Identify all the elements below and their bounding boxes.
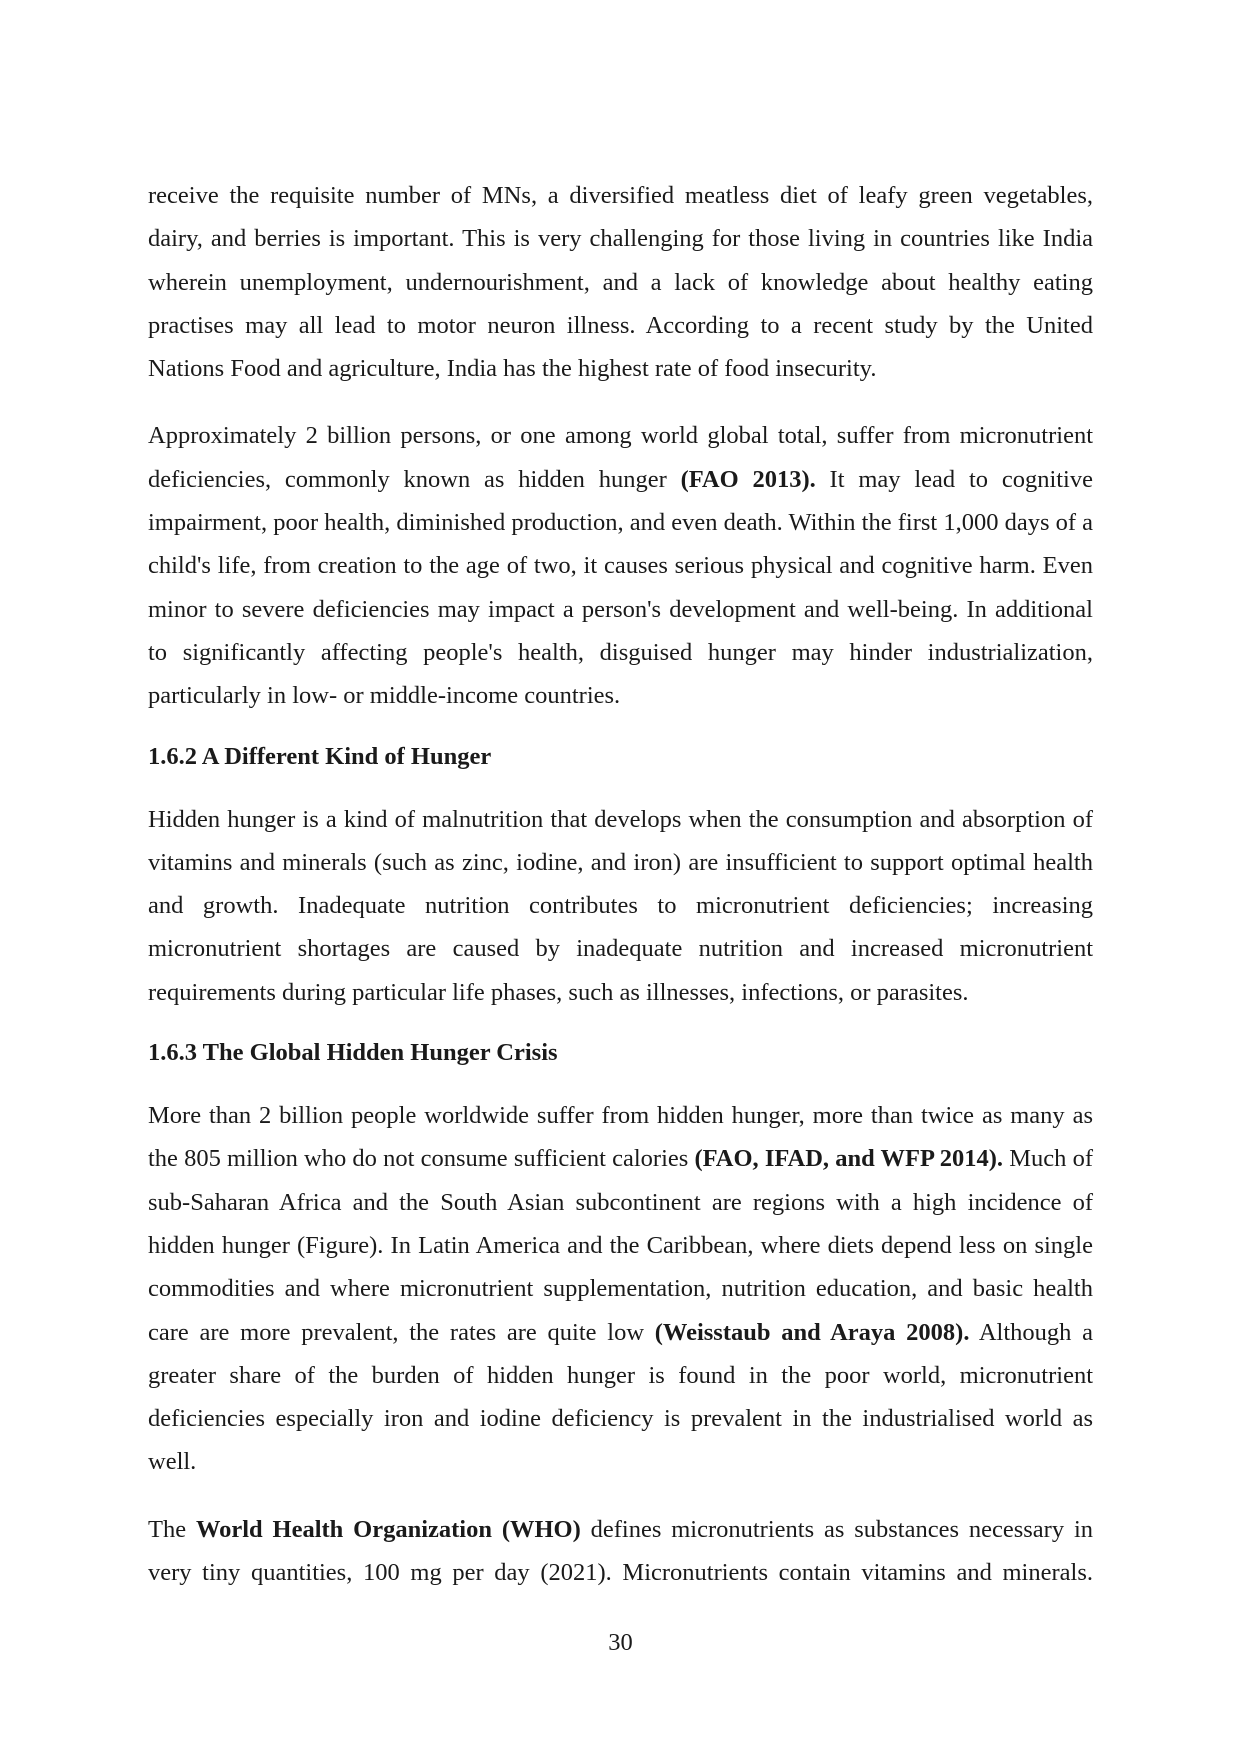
paragraph-text: Although a greater share of the burden of hidden hunger is found in the poor world, micronutrient deficiencies especially iron and iodine deficiency is prevalent in the industrialised world as well. [148,1318,1094,1476]
citation-weisstaub-araya-2008: (Weisstaub and Araya 2008). [654,1318,970,1346]
page-body [148,174,1093,1618]
paragraph-micronutrient-diet: receive the requisite number of MNs, a diversified meatless diet of leafy green vegetables, dairy, and berries is important. This is very challenging for those living in countries like India wherein unemployment, undernourishment, and a lack of knowledge about healthy eating practises may all lead to motor neuron illness. According to a recent study by the United Nations Food and agriculture, India has the highest rate of food insecurity. [148,182,1093,383]
paragraph-text: It may lead to cognitive impairment, poor health, diminished production, and even death. Within the first 1,000 days of a child's life, from creation to the age of two, it causes serious physical and cognitive harm. Even minor to severe deficiencies may impact a person's development and well-being. In additional to significantly affecting people's health, disguised hunger may hinder industrialization, particularly in low- or middle-income countries. [148,465,1094,710]
paragraph-text: More than 2 billion people worldwide suffer from hidden hunger, more than twice as many as the 805 million who do not consume sufficient calories [148,1102,1093,1173]
page-number: 30 [608,1629,633,1656]
paragraph-hidden-hunger-definition: Hidden hunger is a kind of malnutrition that develops when the consumption and absorption of vitamins and minerals (such as zinc, iodine, and iron) are insufficient to support optimal health and growth. Inadequate nutrition contributes to micronutrient deficiencies; increasing micronutrient shortages are caused by inadequate nutrition and increased micronutrient requirements during particular life phases, such as illnesses, infections, or parasites. [148,805,1093,1006]
organization-name-who: World Health Organization (WHO) [195,1515,581,1543]
paragraph-hidden-hunger-overview [148,414,1093,717]
citation-fao-2013: (FAO 2013). [680,465,816,493]
paragraph-text: Much of sub-Saharan Africa and the South Asian subcontinent are regions with a high incidence of hidden hunger (Figure). In Latin America and the Caribbean, where diets depend less on single commodities and where micronutrient supplementation, nutrition education, and basic health care are more prevalent, the rates are quite low [148,1145,1093,1346]
section-heading-1-6-2: 1.6.2 A Different Kind of Hunger [148,742,492,770]
citation-fao-ifad-wfp-2014: (FAO, IFAD, and WFP 2014). [694,1145,1004,1173]
paragraph-text: The [148,1515,196,1543]
section-heading-1-6-3: 1.6.3 The Global Hidden Hunger Crisis [148,1039,558,1067]
paragraph-global-crisis [148,1094,1093,1484]
paragraph-text: defines micronutrients as substances necessary in very tiny quantities, 100 mg per day (2021). Micronutrients contain vitamins and minerals. [148,1515,1094,1587]
paragraph-who-definition [148,1508,1093,1595]
paragraph-text: Approximately 2 billion persons, or one among world global total, suffer from micronutrient deficiencies, commonly known as hidden hunger [148,422,1093,493]
